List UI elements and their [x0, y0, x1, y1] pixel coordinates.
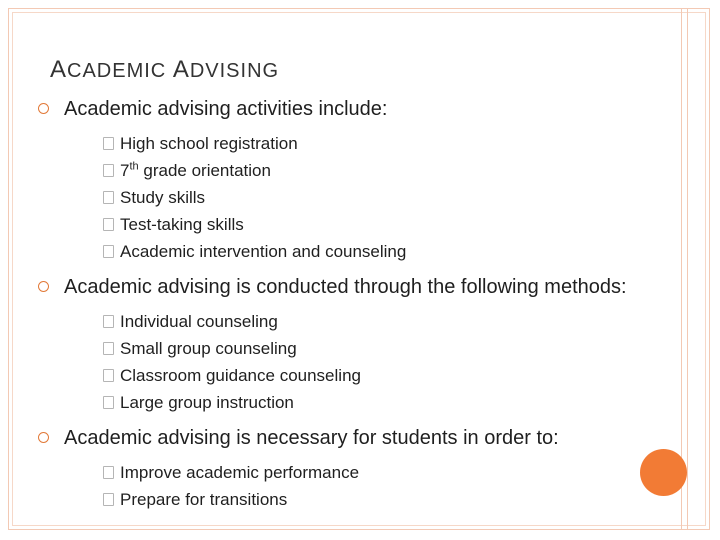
ring-bullet-icon [38, 281, 49, 292]
list-item [64, 157, 668, 184]
section-heading: Academic advising is necessary for students in order to: [64, 427, 559, 449]
item-text: Academic intervention and counseling [120, 242, 407, 261]
section-heading: Academic advising activities include: [64, 98, 388, 120]
title-cap-1: A [50, 56, 68, 83]
slide-content [38, 98, 668, 513]
item-superscript: th [129, 160, 139, 173]
ring-bullet-icon [38, 103, 49, 114]
item-text: 7 [120, 161, 130, 180]
list-item [64, 211, 668, 238]
methods-list [64, 308, 668, 416]
checkbox-bullet-icon [103, 218, 114, 231]
activities-list [64, 130, 668, 265]
purpose-list [64, 459, 668, 513]
checkbox-bullet-icon [103, 342, 114, 355]
section-methods [38, 276, 668, 416]
checkbox-bullet-icon [103, 191, 114, 204]
title-part-2: DVISING [189, 60, 280, 82]
item-text-rest: grade orientation [138, 161, 271, 180]
list-item [64, 389, 668, 416]
checkbox-bullet-icon [103, 466, 114, 479]
checkbox-bullet-icon [103, 493, 114, 506]
item-text: Prepare for transitions [120, 490, 288, 509]
list-item [64, 130, 668, 157]
checkbox-bullet-icon [103, 369, 114, 382]
slide-title [50, 56, 279, 84]
list-item [64, 459, 668, 486]
item-text: Small group counseling [120, 339, 297, 358]
slide-right-stripe [681, 8, 688, 530]
item-text: Study skills [120, 188, 206, 207]
item-text: Improve academic performance [120, 463, 360, 482]
ring-bullet-icon [38, 432, 49, 443]
item-text: Test-taking skills [120, 215, 244, 234]
checkbox-bullet-icon [103, 396, 114, 409]
list-item [64, 184, 668, 211]
item-text: High school registration [120, 134, 298, 153]
title-part-1: CADEMIC [67, 60, 173, 82]
title-cap-2: A [172, 56, 190, 83]
list-item [64, 308, 668, 335]
checkbox-bullet-icon [103, 315, 114, 328]
list-item [64, 486, 668, 513]
section-heading: Academic advising is conducted through the following methods: [64, 276, 627, 298]
checkbox-bullet-icon [103, 137, 114, 150]
item-text: Individual counseling [120, 312, 278, 331]
list-item [64, 238, 668, 265]
checkbox-bullet-icon [103, 245, 114, 258]
checkbox-bullet-icon [103, 164, 114, 177]
item-text: Large group instruction [120, 393, 294, 412]
section-purpose [38, 427, 668, 513]
decorative-circle [640, 449, 687, 496]
list-item [64, 362, 668, 389]
section-activities [38, 98, 668, 265]
item-text: Classroom guidance counseling [120, 366, 361, 385]
list-item [64, 335, 668, 362]
